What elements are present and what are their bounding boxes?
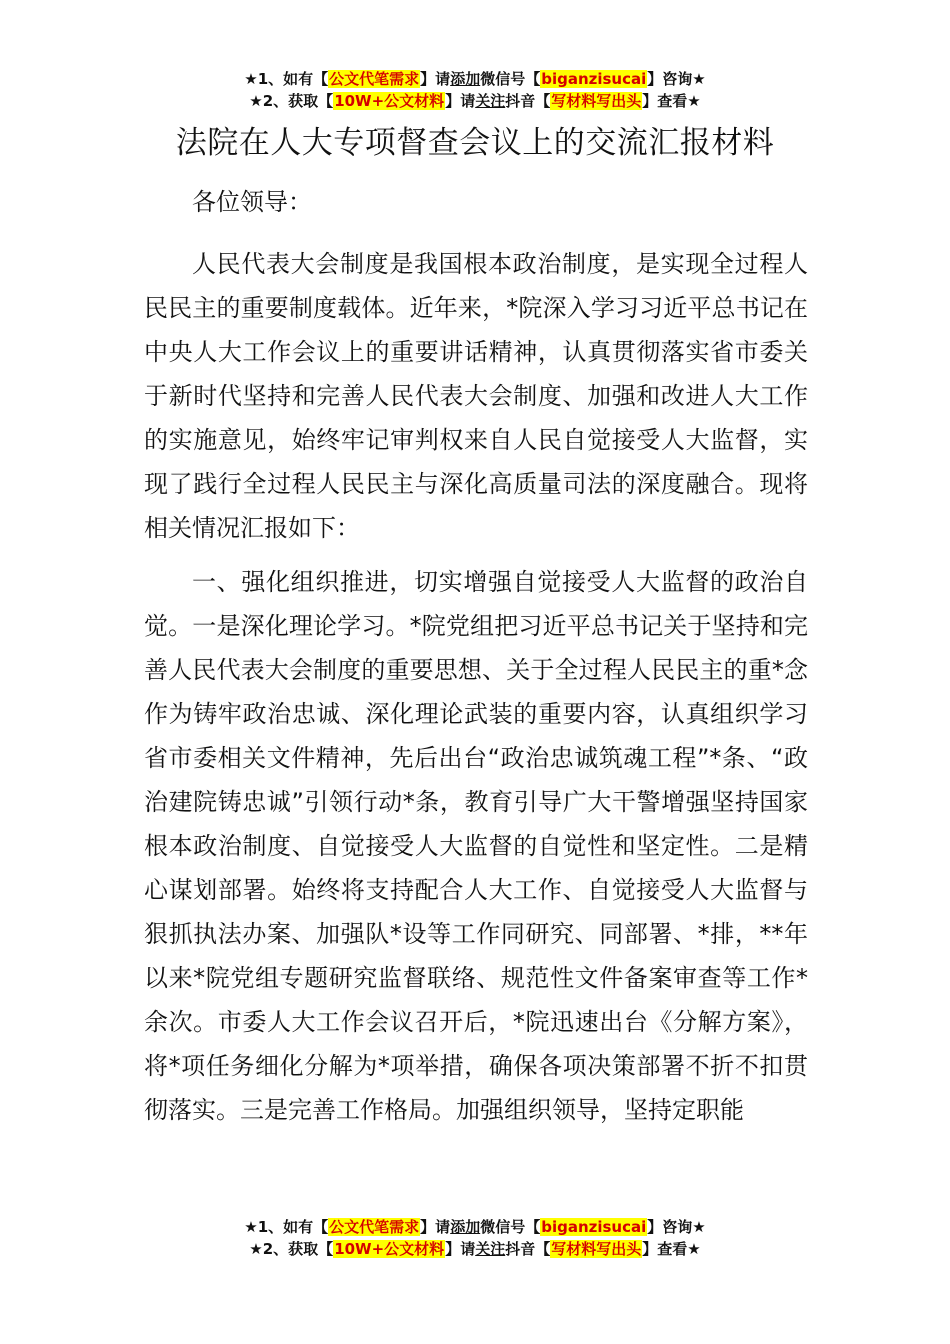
- header-promo-banner: [0, 68, 950, 112]
- footer-highlight-materials: 10W+公文材料: [334, 1240, 445, 1258]
- footer-highlight-service: 公文代笔需求: [329, 1218, 420, 1236]
- header-highlight-wechat-id: biganzisucai: [541, 70, 647, 88]
- body-paragraph-intro: 人民代表大会制度是我国根本政治制度，是实现全过程人民民主的重要制度载体。近年来，*院深入学习习近平总书记在中央人大工作会议上的重要讲话精神，认真贯彻落实省市委关于新时代坚持和完善人民代表大会制度、加强和改进人大工作的实施意见，始终牢记审判权来自人民自觉接受人大监督，实现了践行全过程人民民主与深化高质量司法的深度融合。现将相关情况汇报如下：: [144, 250, 808, 542]
- header-highlight-service: 公文代笔需求: [329, 70, 420, 88]
- body-paragraph-section-1: 一、强化组织推进，切实增强自觉接受人大监督的政治自觉。一是深化理论学习。*院党组把习近平总书记关于坚持和完善人民代表大会制度的重要思想、关于全过程人民民主的重*念作为铸牢政治忠诚、深化理论武装的重要内容，认真组织学习省市委相关文件精神，先后出台“政治忠诚筑魂工程”*条、“政治建院铸忠诚”引领行动*条，教育引导广大干警增强坚持国家根本政治制度、自觉接受人大监督的自觉性和坚定性。二是精心谋划部署。始终将支持配合人大工作、自觉接受人大监督与狠抓执法办案、加强队*设等工作同研究、同部署、*排，**年以来*院党组专题研究监督联络、规范性文件备案审查等工作*余次。市委人大工作会议召开后，*院迅速出台《分解方案》，将*项任务细化分解为*项举措，确保各项决策部署不折不扣贯彻落实。三是完善工作格局。加强组织领导，坚持定职能: [144, 568, 808, 1124]
- header-highlight-materials: 10W+公文材料: [334, 92, 445, 110]
- footer-promo-line-2: ★2、获取【10W+公文材料】请关注抖音【写材料写出头】查看★: [249, 1240, 701, 1258]
- header-highlight-douyin-account: 写材料写出头: [551, 92, 642, 110]
- header-promo-line-2: ★2、获取【10W+公文材料】请关注抖音【写材料写出头】查看★: [249, 92, 701, 110]
- footer-promo-banner: [0, 1216, 950, 1260]
- footer-highlight-douyin-account: 写材料写出头: [551, 1240, 642, 1258]
- document-body: [144, 180, 808, 1132]
- footer-promo-line-1: ★1、如有【公文代笔需求】请添加微信号【biganzisucai】咨询★: [244, 1218, 706, 1236]
- header-promo-line-1: ★1、如有【公文代笔需求】请添加微信号【biganzisucai】咨询★: [244, 70, 706, 88]
- salutation: 各位领导：: [192, 188, 312, 216]
- document-title: 法院在人大专项督查会议上的交流汇报材料: [175, 125, 775, 161]
- footer-highlight-wechat-id: biganzisucai: [541, 1218, 647, 1236]
